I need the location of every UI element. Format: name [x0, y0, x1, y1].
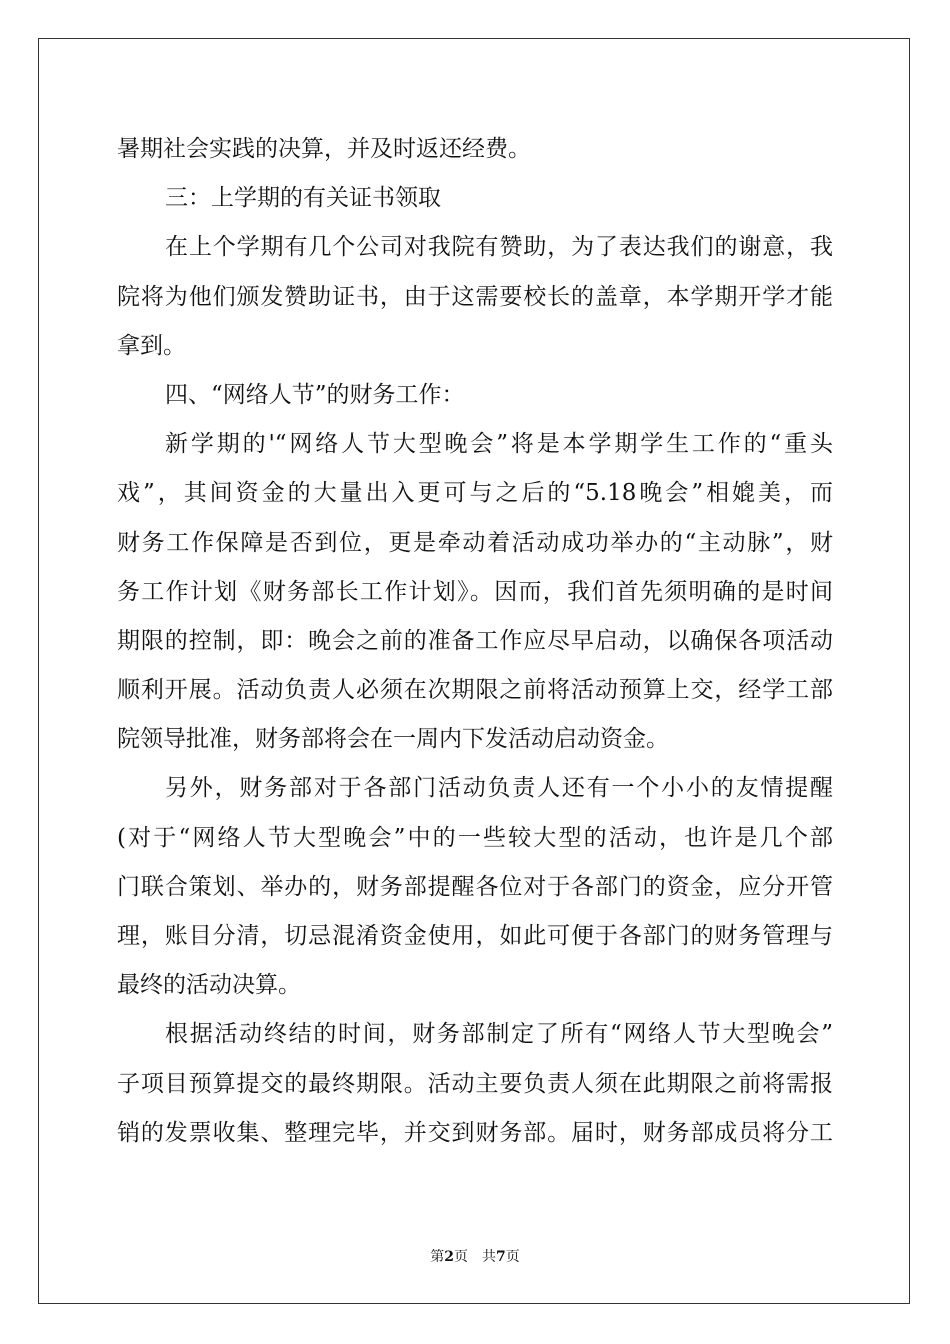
footer-middle: 页 共	[454, 1249, 496, 1265]
text-line: 另外，财务部对于各部门活动负责人还有一个小小的友情提醒	[165, 775, 833, 802]
text-line: 理，账目分清，切忌混淆资金使用，如此可便于各部门的财务管理与	[117, 923, 833, 949]
text-line: 务工作计划《财务部长工作计划》。因而，我们首先须明确的是时间	[117, 578, 833, 605]
text-line: 在上个学期有几个公司对我院有赞助，为了表达我们的谢意，我	[165, 234, 833, 261]
text-line: 财务工作保障是否到位，更是牵动着活动成功举办的“主动脉”，财	[117, 529, 833, 556]
text-line: 子项目预算提交的最终期限。活动主要负责人须在此期限之前将需报	[117, 1070, 833, 1097]
text-line: 根据活动终结的时间，财务部制定了所有“网络人节大型晚会”	[165, 1021, 833, 1048]
page-footer	[0, 1248, 950, 1266]
text-line: 暑期社会实践的决算，并及时返还经费。	[117, 136, 531, 162]
text-line: 院将为他们颁发赞助证书，由于这需要校长的盖章，本学期开学才能	[117, 283, 833, 310]
current-page-number: 2	[444, 1249, 454, 1265]
text-line: 最终的活动决算。	[117, 972, 301, 999]
text-line: 顺利开展。活动负责人必须在次期限之前将活动预算上交，经学工部	[117, 677, 833, 704]
text-line: 门联合策划、举办的，财务部提醒各位对于各部门的资金，应分开管	[117, 873, 833, 900]
text-line: 销的发票收集、整理完毕，并交到财务部。届时，财务部成员将分工	[117, 1119, 833, 1146]
document-body	[117, 125, 833, 1158]
section-heading: 三：上学期的有关证书领取	[165, 185, 441, 212]
section-heading: 四、“网络人节”的财务工作：	[165, 381, 465, 408]
footer-prefix: 第	[430, 1249, 445, 1265]
text-line: (对于“网络人节大型晚会”中的一些较大型的活动，也许是几个部	[117, 824, 833, 851]
text-line: 新学期的'“网络人节大型晚会”将是本学期学生工作的“重头	[165, 431, 833, 458]
text-line: 戏”，其间资金的大量出入更可与之后的“5.18晚会”相媲美，而	[117, 480, 833, 507]
total-page-count: 7	[496, 1249, 506, 1265]
text-line: 院领导批准，财务部将会在一周内下发活动启动资金。	[117, 726, 669, 753]
footer-suffix: 页	[505, 1249, 520, 1265]
text-line: 拿到。	[117, 332, 186, 359]
text-line: 期限的控制，即：晚会之前的准备工作应尽早启动，以确保各项活动	[117, 627, 833, 654]
